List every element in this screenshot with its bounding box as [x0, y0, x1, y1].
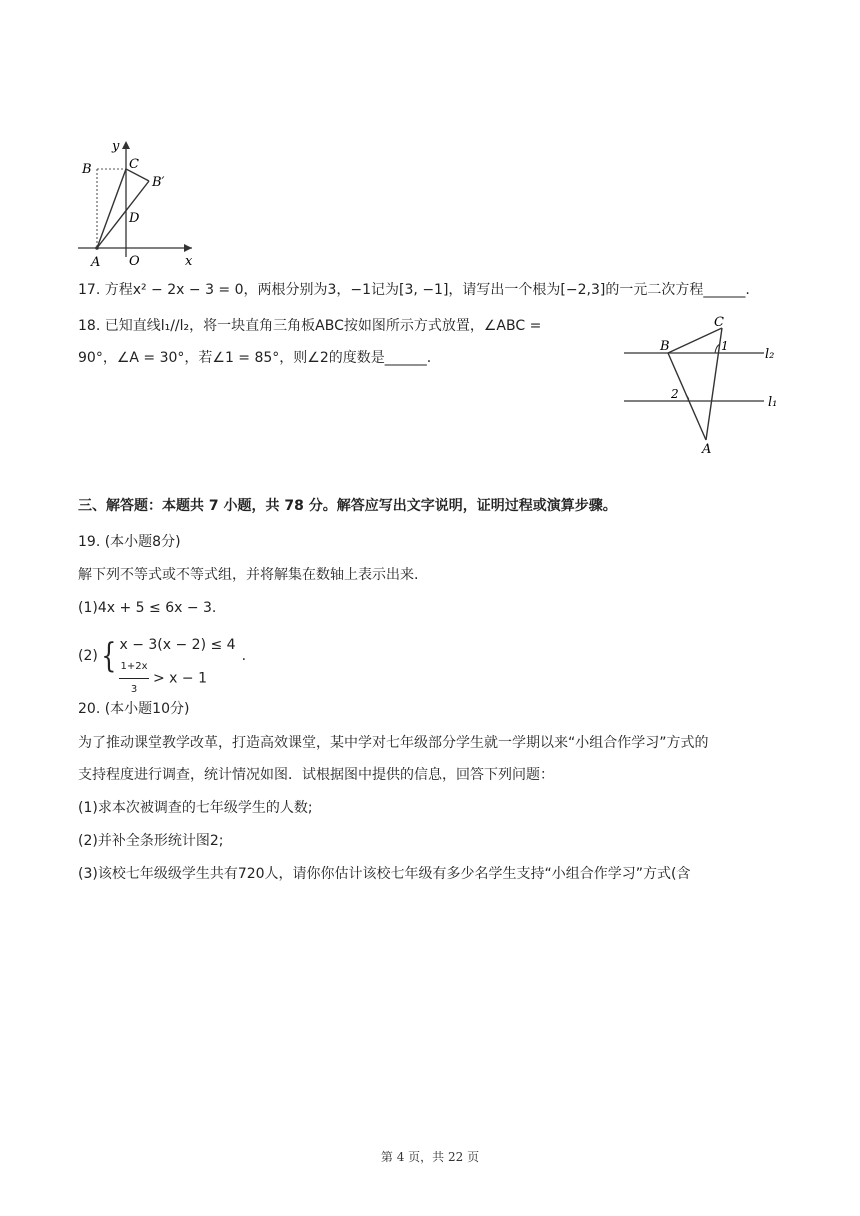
question-17: 17. 方程x² − 2x − 3 = 0，两根分别为3，−1记为[3, −1]，请写出一个根为[−2,3]的一元二次方程______. [78, 282, 750, 298]
label-angle-1: 1 [721, 339, 729, 353]
fraction-numerator: 1+2x [119, 656, 148, 679]
question-18-line-1: 18. 已知直线l₁//l₂，将一块直角三角板ABC按如图所示方式放置，∠ABC = [78, 318, 542, 334]
label-a: A [702, 442, 712, 457]
question-20-sub-3: (3)该校七年级级学生共有720人，请你你估计该校七年级有多少名学生支持“小组合作学习”方式(含 [78, 866, 691, 882]
label-d: D [129, 211, 140, 226]
point-a [95, 246, 99, 250]
x-axis-arrow-icon [184, 244, 192, 252]
label-l1: l₁ [768, 395, 778, 410]
label-o: O [129, 254, 140, 269]
question-18-line-2: 90°，∠A = 30°，若∠1 = 85°，则∠2的度数是______. [78, 350, 432, 366]
question-19-header: 19. (本小题8分) [78, 534, 181, 550]
label-c: C [129, 157, 139, 172]
question-19-instruction: 解下列不等式或不等式组，并将解集在数轴上表示出来. [78, 567, 419, 583]
question-20-sub-2: (2)并补全条形统计图2; [78, 833, 224, 849]
fraction [119, 656, 148, 701]
label-a: A [91, 255, 101, 270]
label-angle-2: 2 [671, 387, 679, 401]
question-19-part-2 [78, 634, 247, 695]
coordinate-figure [70, 135, 210, 270]
label-c: C [714, 315, 724, 330]
system-line-2-rest: > x − 1 [152, 670, 207, 687]
question-19-part-1: (1)4x + 5 ≤ 6x − 3. [78, 600, 217, 616]
parallel-lines-triangle-figure [618, 310, 788, 460]
question-20-sub-1: (1)求本次被调查的七年级学生的人数; [78, 800, 313, 816]
system-line-2 [119, 656, 235, 695]
label-x: x [185, 254, 193, 269]
side-bc [668, 328, 722, 353]
brace-icon: { [101, 636, 117, 676]
label-b-prime: B′ [152, 175, 165, 190]
question-20-header: 20. (本小题10分) [78, 701, 190, 717]
section-3-heading: 三、解答题：本题共 7 小题，共 78 分。解答应写出文字说明，证明过程或演算步骤。 [78, 498, 617, 514]
part-2-label: (2) [78, 648, 98, 664]
label-b: B [660, 339, 670, 354]
system-line-1: x − 3(x − 2) ≤ 4 [119, 637, 236, 653]
segment-ac [97, 169, 126, 248]
part-2-end: . [241, 648, 247, 664]
y-axis-arrow-icon [122, 141, 130, 149]
fraction-denominator: 3 [130, 684, 138, 695]
question-20-paragraph-line-1: 为了推动课堂教学改革，打造高效课堂，某中学对七年级部分学生就一学期以来“小组合作学习”方式的 [78, 735, 709, 751]
label-b: B [82, 162, 92, 177]
page-footer: 第 4 页，共 22 页 [380, 1150, 480, 1164]
label-y: y [112, 139, 120, 154]
label-l2: l₂ [765, 347, 775, 362]
inequality-system [119, 634, 236, 695]
question-20-paragraph-line-2: 支持程度进行调查，统计情况如图．试根据图中提供的信息，回答下列问题： [78, 767, 554, 783]
segment-ab-prime [97, 181, 149, 248]
